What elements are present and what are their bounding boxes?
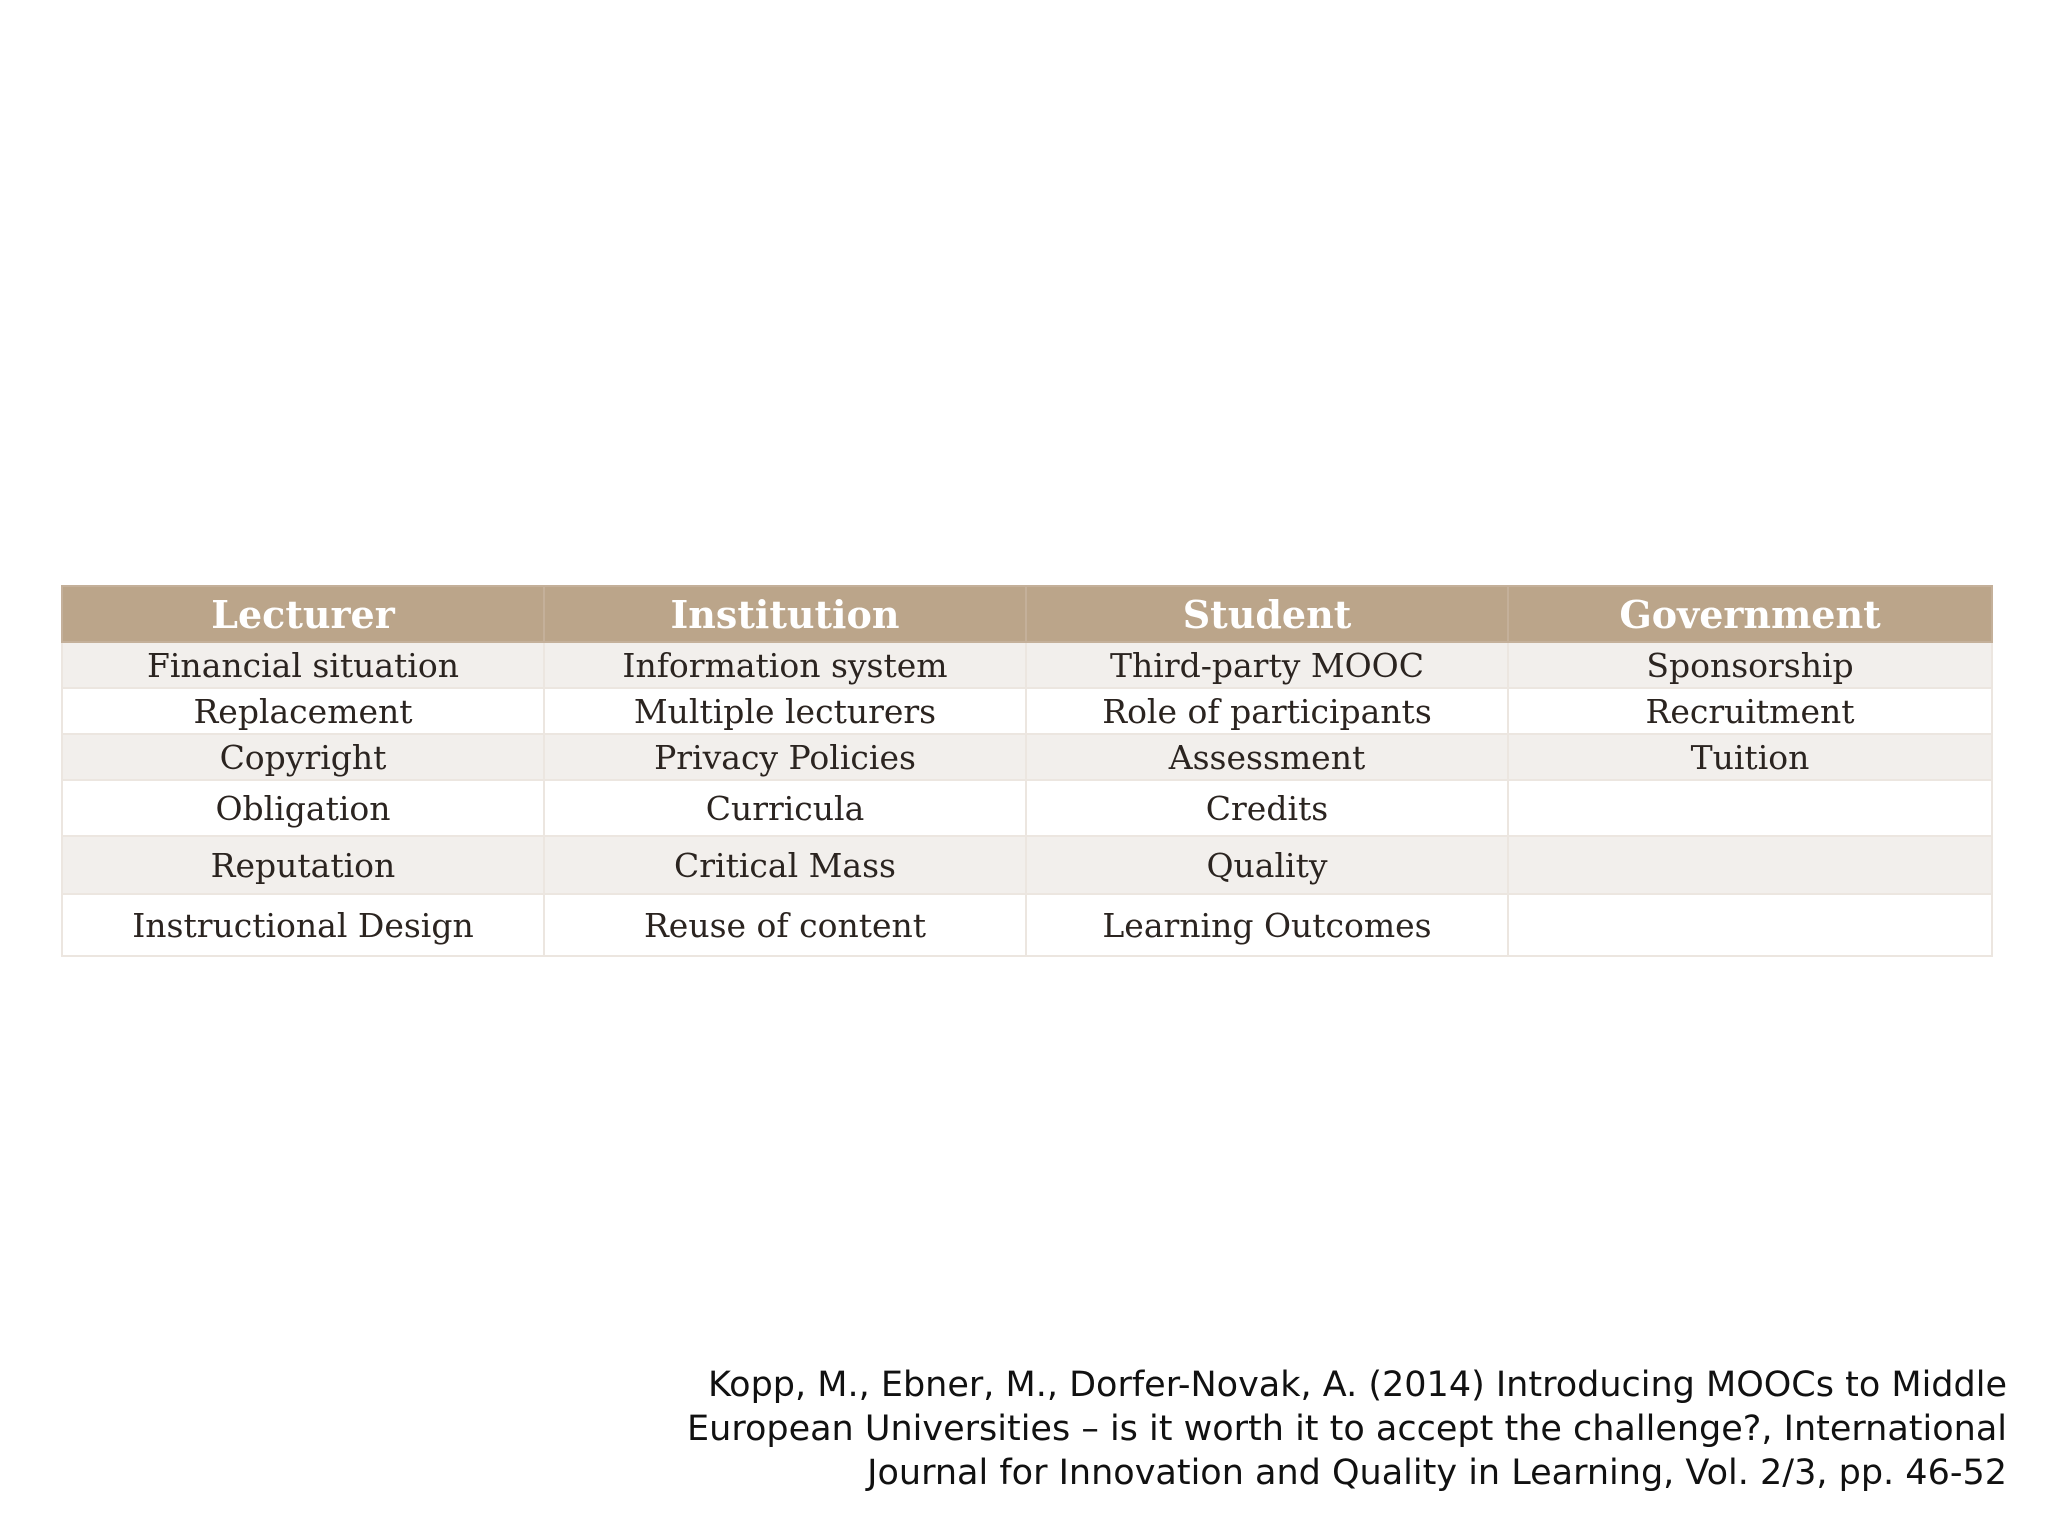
table-cell: [1508, 836, 1992, 894]
table-cell: Critical Mass: [544, 836, 1026, 894]
header-lecturer: Lecturer: [62, 586, 544, 642]
stakeholder-table-wrapper: [61, 585, 1991, 957]
table-cell: Learning Outcomes: [1026, 894, 1508, 956]
citation-line: European Universities – is it worth it to accept the challenge?, International: [687, 1409, 2007, 1449]
table-cell: [1508, 894, 1992, 956]
table-cell: Information system: [544, 642, 1026, 688]
table-cell: Sponsorship: [1508, 642, 1992, 688]
table-cell: Instructional Design: [62, 894, 544, 956]
table-cell: Obligation: [62, 780, 544, 836]
table-cell: Quality: [1026, 836, 1508, 894]
table-row: [62, 734, 1992, 780]
table-cell: Curricula: [544, 780, 1026, 836]
table-cell: Reuse of content: [544, 894, 1026, 956]
table-cell: Credits: [1026, 780, 1508, 836]
table-cell: Assessment: [1026, 734, 1508, 780]
table-cell: Tuition: [1508, 734, 1992, 780]
citation-line: Kopp, M., Ebner, M., Dorfer-Novak, A. (2014) Introducing MOOCs to Middle: [707, 1365, 2007, 1405]
table-cell: Recruitment: [1508, 688, 1992, 734]
table-cell: Privacy Policies: [544, 734, 1026, 780]
table-row: [62, 780, 1992, 836]
table-row: [62, 688, 1992, 734]
table-cell: Financial situation: [62, 642, 544, 688]
citation-reference: [507, 1363, 2007, 1495]
table-row: [62, 836, 1992, 894]
table-cell: Reputation: [62, 836, 544, 894]
table-cell: Copyright: [62, 734, 544, 780]
table-cell: Role of participants: [1026, 688, 1508, 734]
table-row: [62, 894, 1992, 956]
table-header-row: [62, 586, 1992, 642]
header-government: Government: [1508, 586, 1992, 642]
header-student: Student: [1026, 586, 1508, 642]
table-cell: Multiple lecturers: [544, 688, 1026, 734]
table-cell: [1508, 780, 1992, 836]
table-row: [62, 642, 1992, 688]
header-institution: Institution: [544, 586, 1026, 642]
stakeholder-table: [61, 585, 1993, 957]
citation-line: Journal for Innovation and Quality in Learning, Vol. 2/3, pp. 46-52: [867, 1453, 2007, 1493]
table-cell: Third-party MOOC: [1026, 642, 1508, 688]
table-cell: Replacement: [62, 688, 544, 734]
